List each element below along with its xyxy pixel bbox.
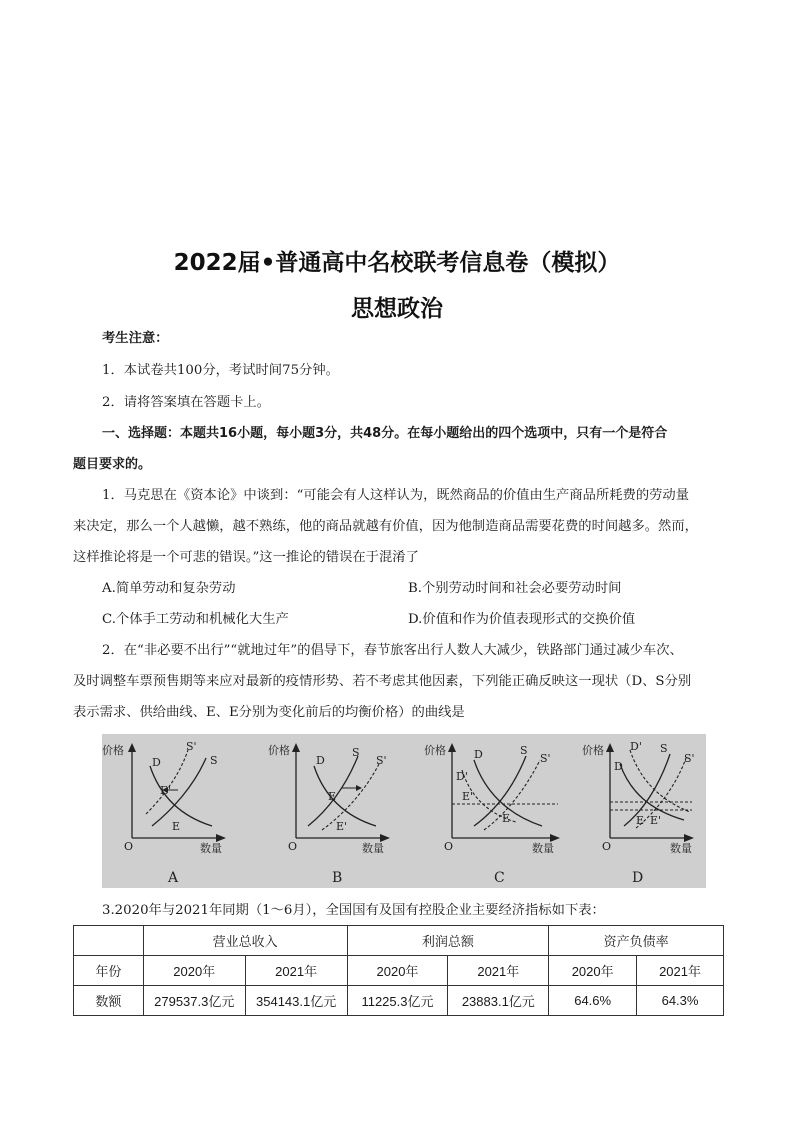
graph-c-d2-label: D'	[456, 770, 468, 783]
section-intro-line-2: 题目要求的。	[73, 457, 152, 472]
q3-intro: 3.2020年与2021年同期（1～6月），全国国有及国有控股企业主要经济指标如下表：	[102, 903, 605, 918]
graph-c-origin: O	[444, 840, 454, 853]
table-value-cell: 64.3%	[637, 986, 724, 1016]
graph-b-d-label: D	[316, 754, 325, 767]
graph-b-origin: O	[288, 840, 298, 853]
notice-item-2: 2．请将答案填在答题卡上。	[102, 395, 271, 410]
exam-title: 2022届•普通高中名校联考信息卷（模拟）	[173, 250, 621, 276]
graph-d-e-label: E	[636, 814, 645, 827]
table-value-cell: 279537.3亿元	[143, 986, 245, 1016]
table-row-label: 数额	[74, 986, 144, 1016]
graph-a-s2-label: S'	[186, 740, 197, 753]
section-intro-line-1: 一、选择题：本题共16小题，每小题3分，共48分。在每小题给出的四个选项中，只有一个是符合	[102, 426, 668, 441]
table-group-header: 营业总收入	[143, 926, 347, 956]
q1-option-d: D.价值和作为价值表现形式的交换价值	[408, 612, 636, 627]
graph-c-d-label: D	[474, 748, 483, 761]
graph-c-e-label: E	[502, 812, 511, 825]
graph-c-x-label: 数量	[532, 842, 554, 855]
graph-c-e2-label: E'	[462, 790, 474, 803]
q1-line-1: 1．马克思在《资本论》中谈到：“可能会有人这样认为，既然商品的价值由生产商品所耗费的劳动量	[102, 488, 690, 503]
table-row	[74, 986, 724, 1016]
table-value-cell: 11225.3亿元	[347, 986, 448, 1016]
graph-b-e-label: E	[328, 790, 337, 803]
table-row-label: 年份	[74, 956, 144, 986]
graph-d-e2-label: E'	[650, 814, 662, 827]
notice-item-1: 1．本试卷共100分，考试时间75分钟。	[102, 363, 339, 378]
graph-a-x-label: 数量	[200, 842, 222, 855]
q2-line-3: 表示需求、供给曲线、E、E分别为变化前后的均衡价格）的曲线是	[73, 705, 465, 720]
graph-d-d-label: D	[614, 760, 623, 773]
supply-demand-graphs-figure	[102, 734, 706, 888]
graph-c-s-label: S	[520, 744, 528, 757]
table-row	[74, 956, 724, 986]
graph-d-s-label: S	[660, 742, 668, 755]
graph-d-letter: D	[632, 870, 644, 886]
graph-a-e-label: E	[172, 820, 181, 833]
graph-c	[424, 743, 560, 886]
graph-b-letter: B	[332, 870, 343, 886]
q1-option-c: C.个体手工劳动和机械化大生产	[102, 612, 289, 627]
graph-d-origin: O	[602, 840, 612, 853]
graph-a-d-label: D	[152, 756, 161, 769]
q2-line-2: 及时调整车票预售期等来应对最新的疫情形势、若不考虑其他因素，下列能正确反映这一现状（D、S分别	[73, 674, 692, 689]
q1-option-b: B.个别劳动时间和社会必要劳动时间	[408, 581, 622, 596]
table-row	[74, 926, 724, 956]
table-value-cell: 64.6%	[549, 986, 637, 1016]
graph-a	[102, 740, 226, 886]
graph-b-x-label: 数量	[362, 842, 384, 855]
graph-a-letter: A	[168, 870, 179, 886]
table-corner-cell	[74, 926, 144, 956]
notice-heading: 考生注意：	[102, 331, 169, 346]
graph-b	[268, 743, 390, 886]
table-year-cell: 2020年	[143, 956, 245, 986]
table-value-cell: 354143.1亿元	[245, 986, 347, 1016]
graph-b-s2-label: S'	[376, 754, 387, 767]
table-year-cell: 2020年	[347, 956, 448, 986]
table-year-cell: 2021年	[448, 956, 549, 986]
graph-d-x-label: 数量	[670, 842, 692, 855]
graph-d-d2-label: D'	[630, 740, 642, 753]
graph-c-s2-label: S'	[540, 752, 551, 765]
graph-b-e2-label: E'	[336, 820, 348, 833]
table-group-header: 资产负债率	[549, 926, 724, 956]
table-year-cell: 2020年	[549, 956, 637, 986]
table-group-header: 利润总额	[347, 926, 549, 956]
subject-title: 思想政治	[351, 296, 443, 322]
graph-a-y-label: 价格	[102, 744, 124, 757]
q1-line-2: 来决定，那么一个人越懒，越不熟练，他的商品就越有价值，因为他制造商品需要花费的时间越多。然而，	[73, 519, 698, 534]
graph-c-y-label: 价格	[424, 744, 446, 757]
graph-c-letter: C	[494, 870, 505, 886]
indicator-table	[73, 925, 724, 1016]
graph-d-y-label: 价格	[582, 744, 604, 757]
graph-a-s-label: S	[210, 754, 218, 767]
table-year-cell: 2021年	[637, 956, 724, 986]
graph-b-s-label: S	[352, 746, 360, 759]
graph-d	[582, 740, 695, 886]
graph-d-s2-label: S'	[684, 752, 695, 765]
q1-option-a: A.简单劳动和复杂劳动	[102, 581, 236, 596]
table-year-cell: 2021年	[245, 956, 347, 986]
q2-line-1: 2．在“非必要不出行”“就地过年”的倡导下，春节旅客出行人数人大减少，铁路部门通过减少车次、	[102, 643, 683, 658]
q1-line-3: 这样推论将是一个可悲的错误。”这一推论的错误在于混淆了	[73, 550, 419, 565]
graph-a-origin: O	[124, 840, 134, 853]
graph-b-y-label: 价格	[268, 744, 290, 757]
table-value-cell: 23883.1亿元	[448, 986, 549, 1016]
graph-a-e2-label: E'	[160, 784, 172, 797]
